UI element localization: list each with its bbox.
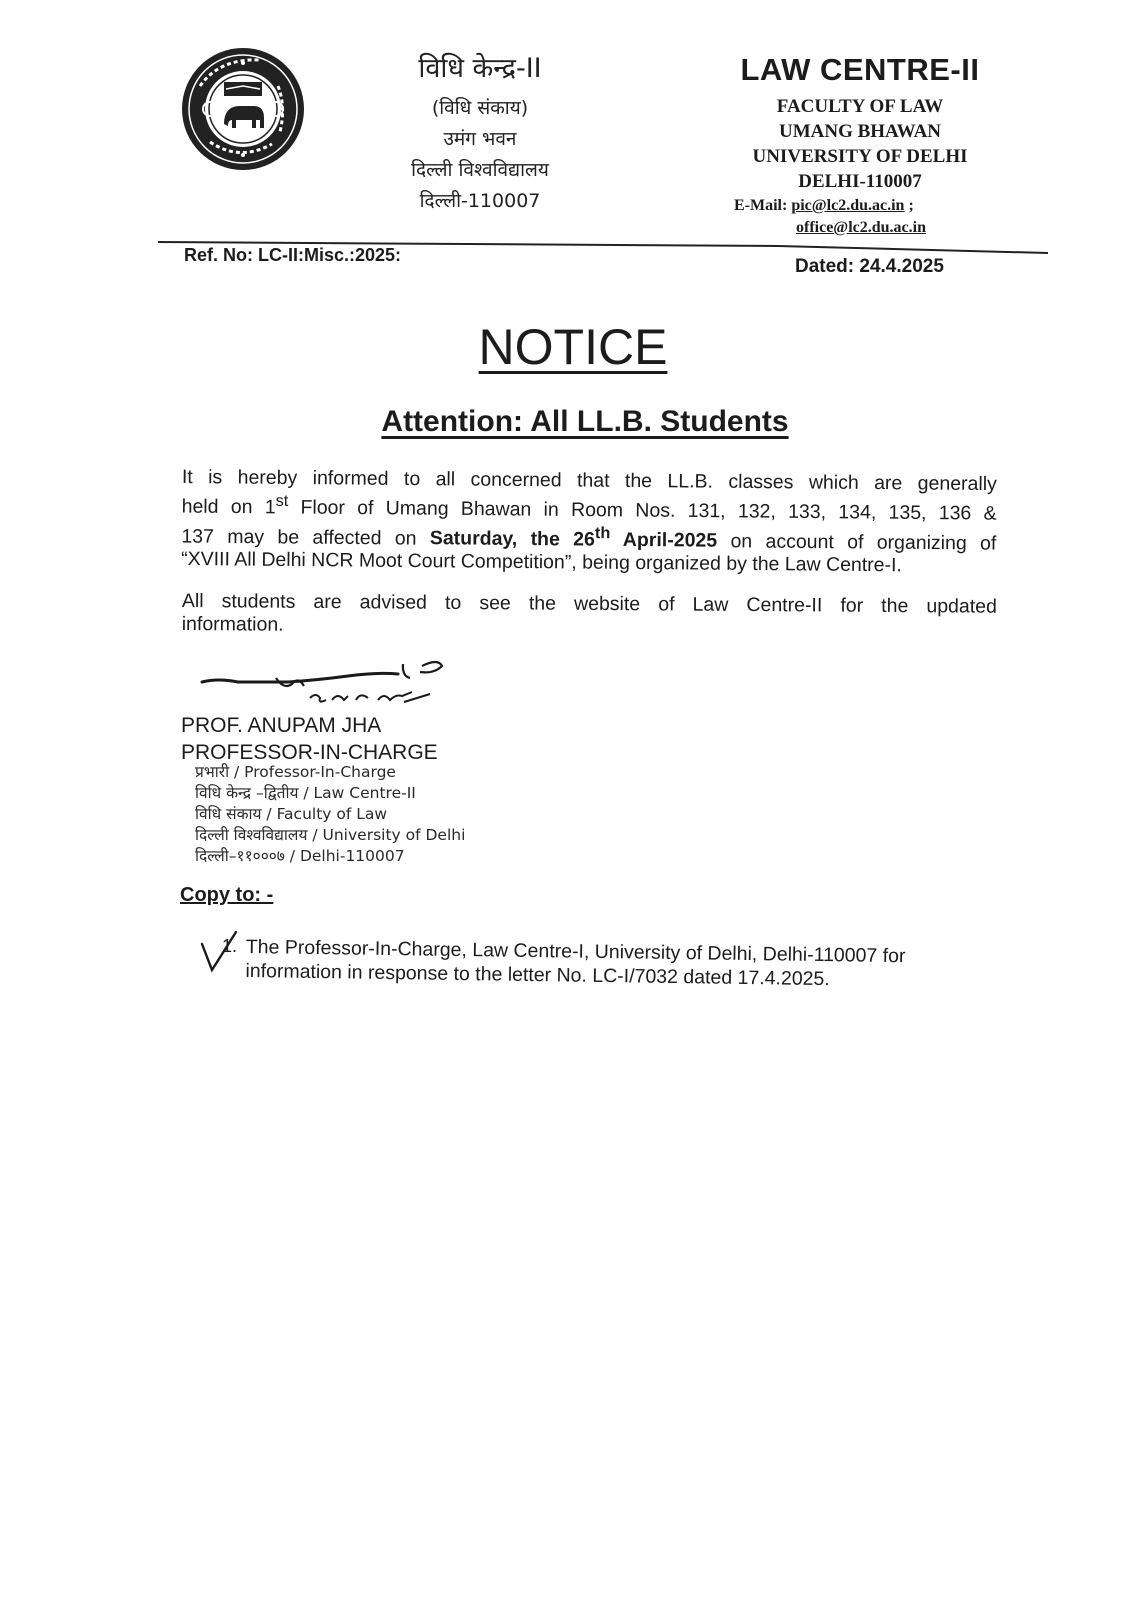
event-date [429,524,718,552]
official-stamp [195,762,465,867]
ordinal-suffix: st [275,491,289,510]
hindi-line: (विधि संकाय) [431,97,529,119]
address-line: UNIVERSITY OF DELHI [752,146,968,167]
hindi-line: दिल्ली-110007 [419,190,541,212]
handwritten-tick-mark [196,930,246,974]
email-label: E-Mail: [734,197,788,214]
copy-item [245,935,998,993]
notice-body-paragraph [181,466,997,578]
stamp-line: विधि संकाय / Faculty of Law [195,805,388,823]
address-line: DELHI-110007 [798,171,922,192]
stamp-line: दिल्ली–११०००७ / Delhi-110007 [195,847,405,865]
notice-heading [0,318,1146,376]
attention-heading [0,405,1146,439]
email-link-pic[interactable]: pic@lc2.du.ac.in [791,197,905,214]
notice-title: NOTICE [478,319,668,375]
paragraph-line: All students are advised to see the website of Law Centre-II for the updated [181,590,997,618]
text-run: April-2025 [610,528,718,552]
english-address-block [700,52,1020,194]
text-run: held on 1 [181,495,276,519]
stamp-line: प्रभारी / Professor-In-Charge [195,763,396,781]
paragraph-line: information. [181,612,284,636]
signatory-designation: PROFESSOR-IN-CHARGE [181,741,438,764]
text-run: Saturday, the 26 [429,527,596,551]
hindi-line: उमंग भवन [443,128,517,150]
university-seal-logo [180,46,306,172]
ordinal-suffix: th [594,524,611,543]
handwritten-signature [198,656,458,712]
stamp-line: दिल्ली विश्वविद्यालय / University of Delhi [195,826,466,844]
email-separator: ; [904,197,914,214]
hindi-address-block [380,48,580,217]
email-link-office[interactable]: office@lc2.du.ac.in [796,219,926,236]
document-date: Dated: 24.4.2025 [795,256,944,277]
stamp-line: विधि केन्द्र –द्वितीय / Law Centre-II [195,784,416,802]
email-block [734,195,926,239]
text-run: on account of organizing of [717,529,997,555]
copy-item-line: The Professor-In-Charge, Law Centre-I, University of Delhi, Delhi-110007 for [245,935,906,968]
hindi-line: दिल्ली विश्वविद्यालय [411,159,549,181]
address-line: FACULTY OF LAW [776,96,944,117]
signatory-name: PROF. ANUPAM JHA [181,714,382,737]
copy-item-line: information in response to the letter No. LC-I/7032 dated 17.4.2025. [245,959,830,991]
text-run: 137 may be affected on [181,524,430,550]
institution-title: LAW CENTRE-II [740,52,980,87]
paragraph-line: “XVIII All Delhi NCR Moot Court Competition”, being organized by the Law Centre-I. [181,547,903,577]
signatory-block [181,712,438,766]
attention-text: Attention: All LL.B. Students [381,405,789,438]
copy-to-heading [180,884,273,907]
reference-number: Ref. No: LC-II:Misc.:2025: [184,245,402,265]
text-run: Floor of Umang Bhawan in Room Nos. 131, 132, 133, 134, 135, 136 & [288,496,997,525]
advisory-paragraph [182,590,997,642]
address-line: UMANG BHAWAN [778,121,942,142]
copy-to-label: Copy to: - [180,884,274,906]
paragraph-line: It is hereby informed to all concerned that the LL.B. classes which are generally [181,466,997,496]
hindi-title: विधि केन्द्र-II [418,53,542,84]
copy-item-number: 1. [222,936,238,956]
